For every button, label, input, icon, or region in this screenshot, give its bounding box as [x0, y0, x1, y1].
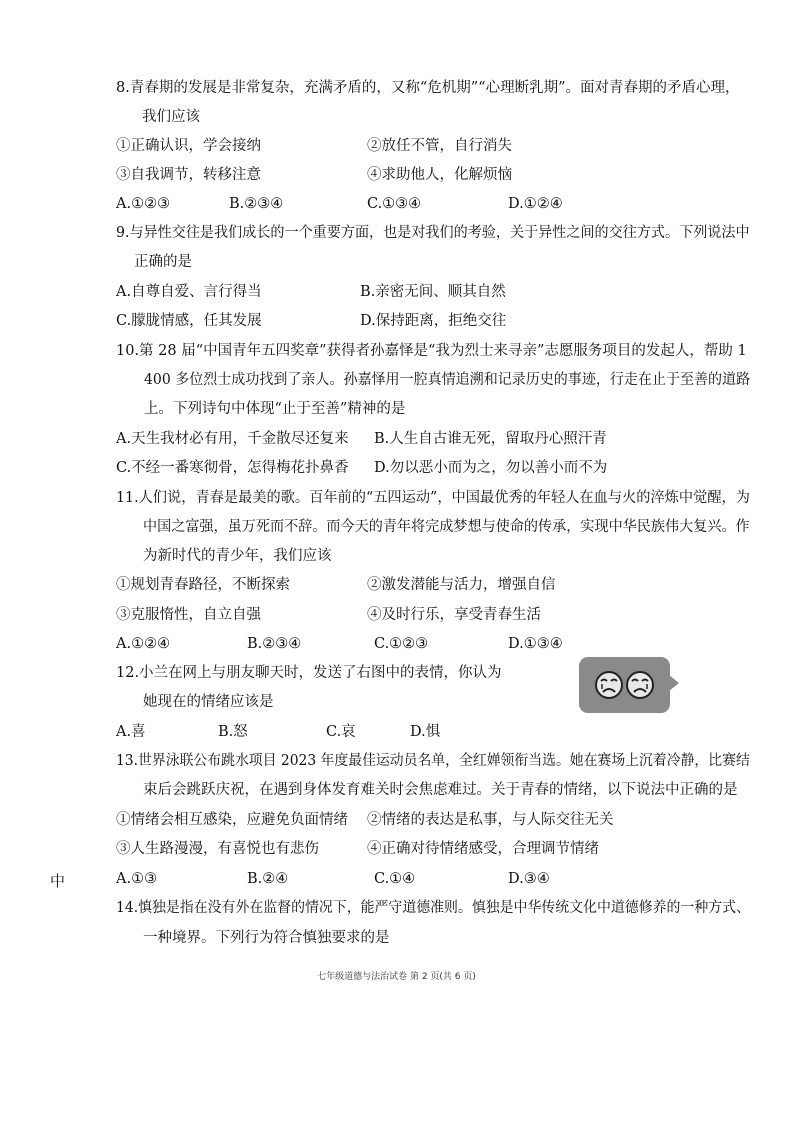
q8-statement-4: ④求助他人，化解烦恼	[367, 167, 512, 183]
q12-option-b: B.怒	[218, 724, 248, 740]
q11-statement-1: ①规划青春路径，不断探索	[116, 577, 290, 593]
q10-option-c: C.不经一番寒彻骨，怎得梅花扑鼻香	[116, 460, 349, 476]
q11-option-c: C.①②③	[374, 636, 429, 652]
q10-stem-line1: 10.第 28 届“中国青年五四奖章”获得者孙嘉怿是“我为烈士来寻亲”志愿服务项目的发起人，帮助 1	[116, 343, 747, 359]
q13-statement-4: ④正确对待情绪感受，合理调节情绪	[367, 841, 599, 857]
q8-option-a: A.①②③	[116, 196, 171, 212]
q8-stem-line2: 我们应该	[142, 109, 200, 125]
crying-face-icon	[625, 670, 655, 700]
q8-stem-line1: 8.青春期的发展是非常复杂，充满矛盾的，又称“危机期”“心理断乳期”。面对青春期的矛盾心理，	[116, 80, 740, 96]
q13-statement-1: ①情绪会相互感染，应避免负面情绪	[116, 812, 348, 828]
q13-stem-line1: 13.世界泳联公布跳水项目 2023 年度最佳运动员名单，全红婵领衔当选。她在赛场上沉着冷静，比赛结	[116, 753, 750, 769]
sad-face-icon	[594, 670, 624, 700]
q9-stem-line1: 9.与异性交往是我们成长的一个重要方面，也是对我们的考验，关于异性之间的交往方式。下列说法中	[116, 225, 750, 241]
q11-stem-line1: 11.人们说，青春是最美的歌。百年前的“五四运动”，中国最优秀的年轻人在血与火的淬炼中觉醒，为	[116, 490, 750, 506]
q10-option-d: D.勿以恶小而为之，勿以善小而不为	[374, 460, 608, 476]
q14-stem-line2: 一种境界。下列行为符合慎独要求的是	[143, 930, 390, 946]
q11-option-b: B.②③④	[247, 636, 302, 652]
q8-statement-3: ③自我调节，转移注意	[116, 167, 261, 183]
bubble-tail	[669, 675, 679, 691]
page-footer: 七年级道德与法治试卷 第 2 页(共 6 页)	[317, 972, 476, 982]
q14-stem-line1: 14.慎独是指在没有外在监督的情况下，能严守道德准则。慎独是中华传统文化中道德修养的一种方式、	[116, 900, 750, 916]
q8-statement-1: ①正确认识，学会接纳	[116, 138, 261, 154]
q11-stem-line3: 为新时代的青少年，我们应该	[143, 548, 332, 564]
q8-option-d: D.①②④	[508, 196, 563, 212]
q11-option-d: D.①③④	[508, 636, 563, 652]
q13-option-c: C.①④	[374, 871, 416, 887]
q10-stem-line2: 400 多位烈士成功找到了亲人。孙嘉怿用一腔真情追溯和记录历史的事迹，行走在止于至善的道路	[144, 372, 751, 388]
q12-option-c: C.哀	[326, 724, 356, 740]
q9-option-d: D.保持距离，拒绝交往	[360, 313, 507, 329]
q11-statement-2: ②激发潜能与活力，增强自信	[367, 577, 556, 593]
q13-statement-3: ③人生路漫漫，有喜悦也有悲伤	[116, 841, 319, 857]
q8-option-c: C.①③④	[367, 196, 422, 212]
q10-stem-line3: 上。下列诗句中体现“止于至善”精神的是	[144, 401, 406, 417]
q8-statement-2: ②放任不管，自行消失	[367, 138, 512, 154]
q9-option-b: B.亲密无间、顺其自然	[360, 284, 506, 300]
q11-statement-4: ④及时行乐，享受青春生活	[367, 607, 541, 623]
q9-option-c: C.朦胧情感，任其发展	[116, 313, 262, 329]
margin-mark: 中	[50, 872, 66, 890]
q12-option-d: D.惧	[410, 724, 441, 740]
q10-option-a: A.天生我材必有用，千金散尽还复来	[116, 431, 349, 447]
q11-stem-line2: 中国之富强，虽万死而不辞。而今天的青年将完成梦想与使命的传承，实现中华民族伟大复兴。作	[143, 519, 750, 535]
q10-option-b: B.人生自古谁无死，留取丹心照汗青	[374, 431, 607, 447]
q12-stem-line2: 她现在的情绪应该是	[143, 694, 274, 710]
q9-stem-line2: 正确的是	[134, 254, 192, 270]
q11-option-a: A.①②④	[116, 636, 171, 652]
q8-option-b: B.②③④	[229, 196, 284, 212]
q13-option-b: B.②④	[247, 871, 289, 887]
q9-option-a: A.自尊自爱、言行得当	[116, 284, 262, 300]
q13-stem-line2: 束后会跳跃庆祝，在遇到身体发育难关时会焦虑难过。关于青春的情绪，以下说法中正确的是	[143, 782, 738, 798]
q13-option-d: D.③④	[508, 871, 550, 887]
q11-statement-3: ③克服惰性，自立自强	[116, 607, 261, 623]
q12-stem-line1: 12.小兰在网上与朋友聊天时，发送了右图中的表情，你认为	[116, 665, 502, 681]
q13-option-a: A.①③	[116, 871, 158, 887]
q13-statement-2: ②情绪的表达是私事，与人际交往无关	[367, 812, 614, 828]
q12-option-a: A.喜	[116, 724, 146, 740]
sad-emoji-image	[579, 657, 670, 713]
